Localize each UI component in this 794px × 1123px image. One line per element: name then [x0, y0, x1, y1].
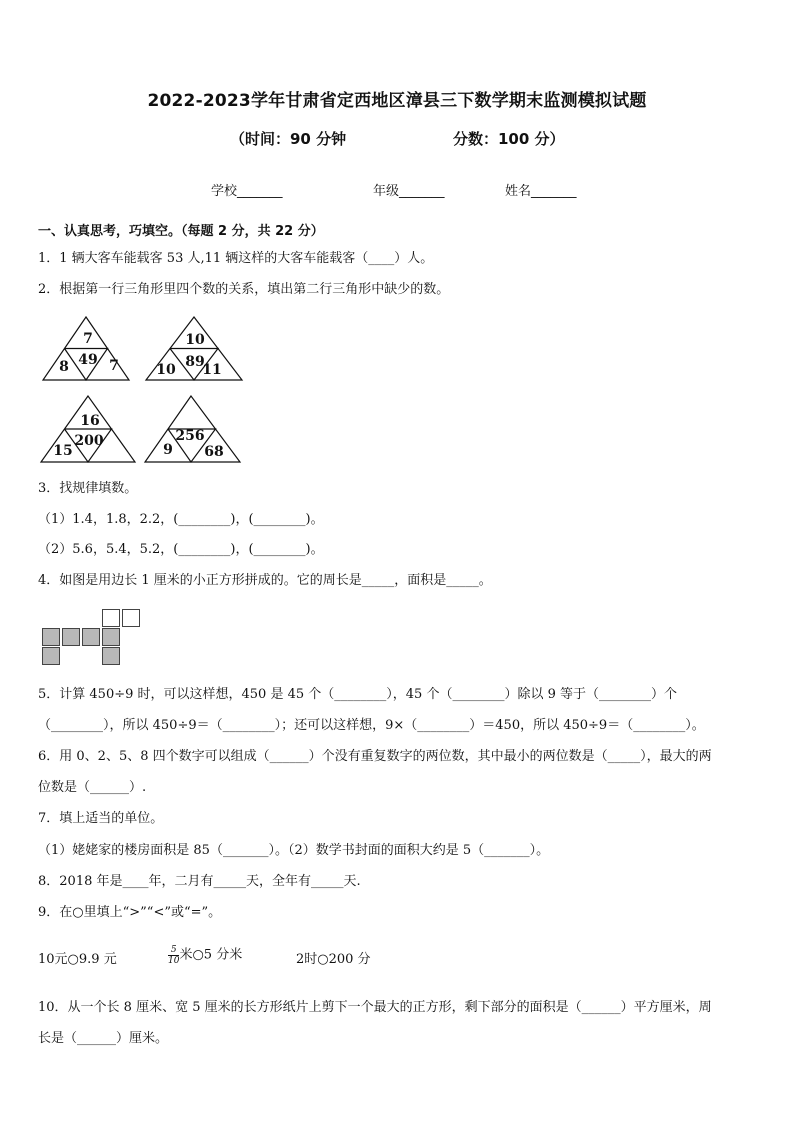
tri4-right: 68 — [204, 444, 224, 460]
grade-field: 年级_______ — [373, 184, 445, 199]
question-5-line-2: （________），所以 450÷9＝（________）；还可以这样想，9×（________）＝450，所以 450÷9＝（________）。 — [38, 718, 705, 733]
school-field: 学校_______ — [211, 184, 283, 199]
tri1-left: 8 — [59, 359, 69, 375]
question-4: 4．如图是用边长 1 厘米的小正方形拼成的。它的周长是_____，面积是_____。 — [38, 573, 492, 588]
question-7-line: （1）姥姥家的楼房面积是 85（_______）。（2）数学书封面的面积大约是 5（_______）。 — [38, 843, 550, 858]
tri3-center: 200 — [74, 433, 104, 449]
question-9-item-c: 2时○200 分 — [296, 952, 371, 967]
tri1-center: 49 — [78, 352, 98, 368]
question-2: 2．根据第一行三角形里四个数的关系，填出第二行三角形中缺少的数。 — [38, 282, 450, 297]
question-5-line-1: 5．计算 450÷9 时，可以这样想，450 是 45 个（________），45 个（________）除以 9 等于（________）个 — [38, 687, 677, 702]
tri3-left: 15 — [53, 443, 73, 459]
fraction: $\frac{5}{10}$ — [168, 945, 180, 966]
question-6-line-1: 6．用 0、2、5、8 四个数字可以组成（______）个没有重复数字的两位数，其中最小的两位数是（_____），最大的两 — [38, 749, 712, 764]
question-6-line-2: 位数是（______）. — [38, 780, 147, 795]
section-heading: 一、认真思考，巧填空。（每题 2 分，共 22 分） — [38, 224, 324, 239]
tri4-center: 256 — [175, 428, 205, 444]
question-10-line-1: 10．从一个长 8 厘米、宽 5 厘米的长方形纸片上剪下一个最大的正方形，剩下部分的面积是（______）平方厘米，周 — [38, 1000, 712, 1015]
tri2-center: 89 — [185, 354, 205, 370]
tri3-top: 16 — [80, 413, 100, 429]
question-10-line-2: 长是（______）厘米。 — [38, 1031, 169, 1046]
tri4-left: 9 — [163, 442, 173, 458]
tri2-top: 10 — [185, 332, 205, 348]
square-figure — [42, 609, 142, 667]
page-title: 2022-2023学年甘肃省定西地区漳县三下数学期末监测模拟试题 — [147, 91, 647, 111]
question-7: 7．填上适当的单位。 — [38, 811, 164, 826]
triangle-figures — [38, 312, 253, 468]
question-9-item-b: $\frac{5}{10}$ 米○5 分米 — [168, 945, 243, 966]
question-9: 9．在○里填上“>”“<”或“=”。 — [38, 905, 222, 920]
exam-time: （时间：90 分钟 — [230, 130, 347, 148]
question-1: 1．1 辆大客车能载客 53 人,11 辆这样的大客车能载客（____）人。 — [38, 251, 434, 266]
question-3-part-2: （2）5.6，5.4，5.2，(________)，(________)。 — [38, 542, 324, 557]
tri2-right: 11 — [202, 362, 222, 378]
name-field: 姓名_______ — [505, 184, 577, 199]
exam-score: 分数：100 分） — [453, 130, 565, 148]
question-3: 3．找规律填数。 — [38, 481, 138, 496]
tri2-left: 10 — [156, 362, 176, 378]
question-9-item-a: 10元○9.9 元 — [38, 952, 117, 967]
question-3-part-1: （1）1.4，1.8，2.2，(________)，(________)。 — [38, 512, 324, 527]
tri1-right: 7 — [109, 358, 119, 374]
tri1-top: 7 — [83, 331, 93, 347]
question-8: 8．2018 年是____年，二月有_____天，全年有_____天. — [38, 874, 361, 889]
